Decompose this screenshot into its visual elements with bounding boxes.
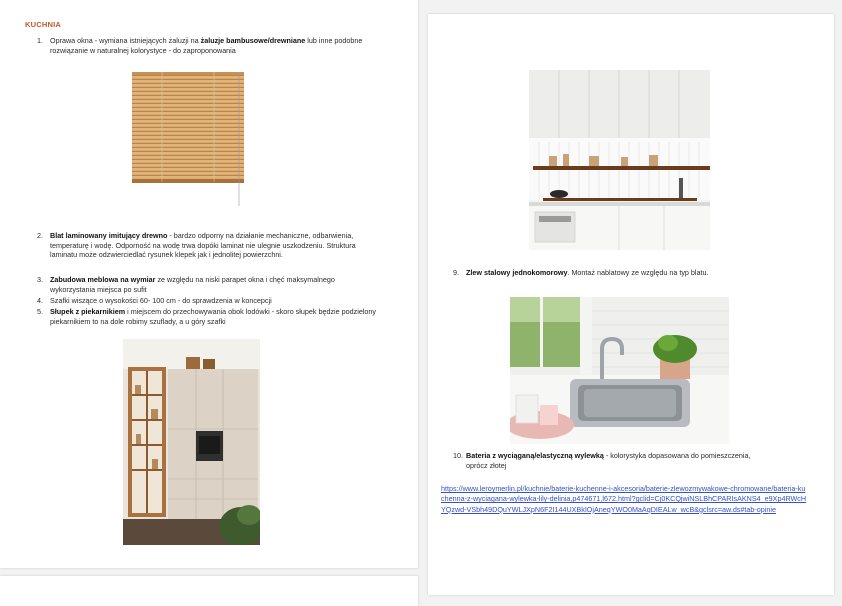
list-number: 5. bbox=[37, 307, 43, 316]
product-link[interactable]: https://www.leroymerlin.pl/kuchnie/baterie-kuchenne-i-akcesoria/baterie-zlewozmywakowe-chromowane/bateria-kuchenna-z-wyciagana-wylewka-lily-delinia,p474671,l672.html?gclid=Cj0KCQjwiNSLBhCPARIsAKNS4_e9Xp4RWcHYQzwd-VSbh49DQuYWLJXpN6F2I144UXBkIOjAneqYWO0MaAqDIEALw_wcB&gclsrc=aw.ds#tab-opinie bbox=[441, 484, 807, 514]
kitchen-shelf-image bbox=[529, 70, 710, 250]
list-item-text: Bateria z wyciąganą/elastyczną wylewką - kolorystyka dopasowana do pomieszczenia, oprócz złotej bbox=[466, 451, 751, 470]
list-number: 3. bbox=[37, 275, 43, 284]
list-item-text: Szafki wiszące o wysokości 60- 100 cm - do sprawdzenia w koncepcji bbox=[50, 296, 272, 305]
list-number: 9. bbox=[453, 268, 459, 277]
list-number: 4. bbox=[37, 296, 43, 305]
list-number: 2. bbox=[37, 231, 43, 240]
steel-sink-image bbox=[510, 297, 729, 444]
document-page-left bbox=[0, 0, 418, 568]
bamboo-blinds-image bbox=[132, 72, 250, 207]
document-page-next bbox=[0, 576, 418, 606]
list-number: 10. bbox=[453, 451, 463, 460]
list-item-text: Blat laminowany imitujący drewno - bardzo odporny na działanie mechaniczne, odbarwienia, temperaturę i wodę. Odporność na wodę trwa dopóki laminat nie ulegnie uszkodzeniu. Struktura laminatu może odzwierciedlać rysunek klepek jak i jednolitej powierzchni. bbox=[50, 231, 356, 260]
section-heading: KUCHNIA bbox=[25, 20, 61, 29]
list-item-text: Oprawa okna - wymiana istniejących żaluzji na żaluzje bambusowe/drewniane lub inne podobne rozwiązanie w naturalnej kolorystyce - do zaproponowania bbox=[50, 36, 363, 55]
kitchen-oven-column-image bbox=[123, 339, 260, 545]
list-item-text: Zabudowa meblowa na wymiar ze względu na niski parapet okna i chęć maksymalnego wykorzystania miejsca po sufit bbox=[50, 275, 335, 294]
list-item-text: Słupek z piekarnikiem i miejscem do przechowywania obok lodówki - skoro słupek będzie podzielony piekarnikiem to na dole robimy szuflady, a u góry szafki bbox=[50, 307, 376, 326]
list-item-text: Zlew stalowy jednokomorowy. Montaż nablatowy ze względu na typ blatu. bbox=[466, 268, 709, 277]
list-number: 1. bbox=[37, 36, 43, 45]
